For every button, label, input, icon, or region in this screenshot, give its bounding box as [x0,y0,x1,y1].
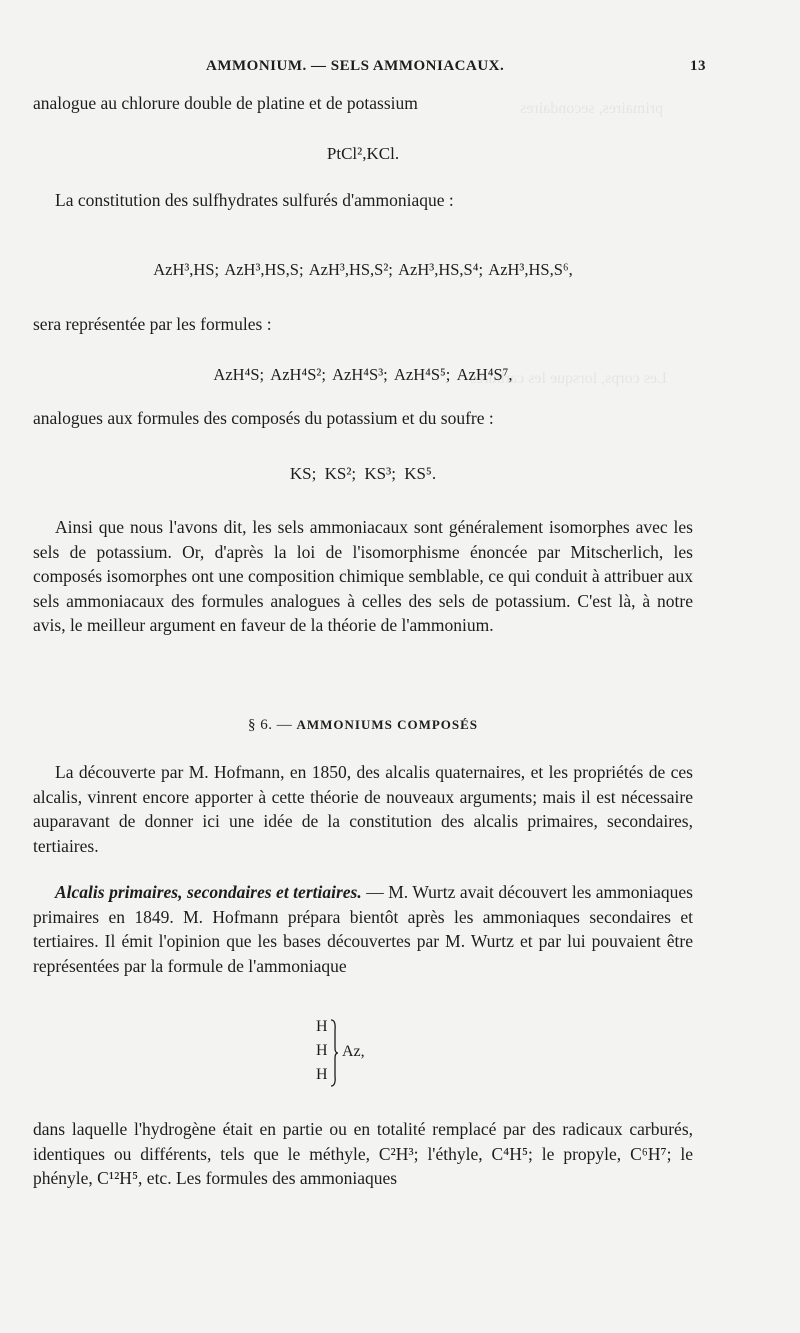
paragraph [33,880,693,978]
paragraph: Ainsi que nous l'avons dit, les sels ammoniacaux sont généralement isomorphes avec les sels de potassium. Or, d'après la loi de l'isomorphisme énoncée par Mitscherlich, les composés isomorphes ont une composition chimique semblable, ce qui conduit à attribuer aux sels ammoniacaux des formules analogues à celles des sels de potassium. C'est là, à notre avis, le meilleur argument en faveur de la théorie de l'ammonium. [33,517,693,635]
paragraph: dans laquelle l'hydrogène était en partie ou en totalité remplacé par des radicaux carburés, identiques ou différents, tels que le méthyle, C²H³; l'éthyle, C⁴H⁵; le propyle, C⁶H⁷; le phényle, C¹²H⁵, etc. Les formules des ammoniaques [33,1119,693,1188]
section-heading [33,717,693,734]
formula-line: AzH³,HS; AzH³,HS,S; AzH³,HS,S²; AzH³,HS,S⁴; AzH³,HS,S⁶, [153,260,573,279]
section-number: § 6. — [247,717,293,733]
paragraph: sera représentée par les formules : [33,314,272,334]
formula-line: KS; KS²; KS³; KS⁵. [289,464,437,483]
formula-h: H [316,1066,328,1083]
formula-az: Az, [342,1043,365,1060]
formula-h: H [316,1042,328,1059]
ammonia-formula [316,1018,426,1093]
formula-line: AzH⁴S; AzH⁴S²; AzH⁴S³; AzH⁴S⁵; AzH⁴S⁷, [213,365,513,384]
brace-icon [330,1018,338,1088]
page-number: 13 [690,58,706,74]
bleed-through: primaires, secondaires [520,100,664,117]
bleed-through: Les corps, lorsque les carbures [470,370,667,387]
paragraph-body: — M. Wurtz avait découvert les ammoniaques primaires en 1849. M. Hofmann prépara bientôt après les ammoniaques secondaires et tertiaires. Il émit l'opinion que les bases découvertes par M. Wurtz et par lui pouvaient être représentées par la formule de l'ammoniaque [33,882,693,976]
paragraph: La constitution des sulfhydrates sulfurés d'ammoniaque : [55,190,454,210]
paragraph-heading: Alcalis primaires, secondaires et tertiaires. [55,882,362,902]
section-title: AMMONIUMS COMPOSÉS [296,717,479,732]
paragraph: analogue au chlorure double de platine et de potassium [33,93,418,113]
formula-h: H [316,1018,328,1035]
formula-line: PtCl²,KCl. [326,144,400,163]
paragraph: analogues aux formules des composés du potassium et du soufre : [33,408,494,428]
paragraph: La découverte par M. Hofmann, en 1850, des alcalis quaternaires, et les propriétés de ces alcalis, vinrent encore apporter à cette théorie de nouveaux arguments; mais il est nécessaire auparavant de donner ici une idée de la constitution des alcalis primaires, secondaires, tertiaires. [33,762,693,856]
header-title: AMMONIUM. — SELS AMMONIACAUX. [206,58,505,74]
